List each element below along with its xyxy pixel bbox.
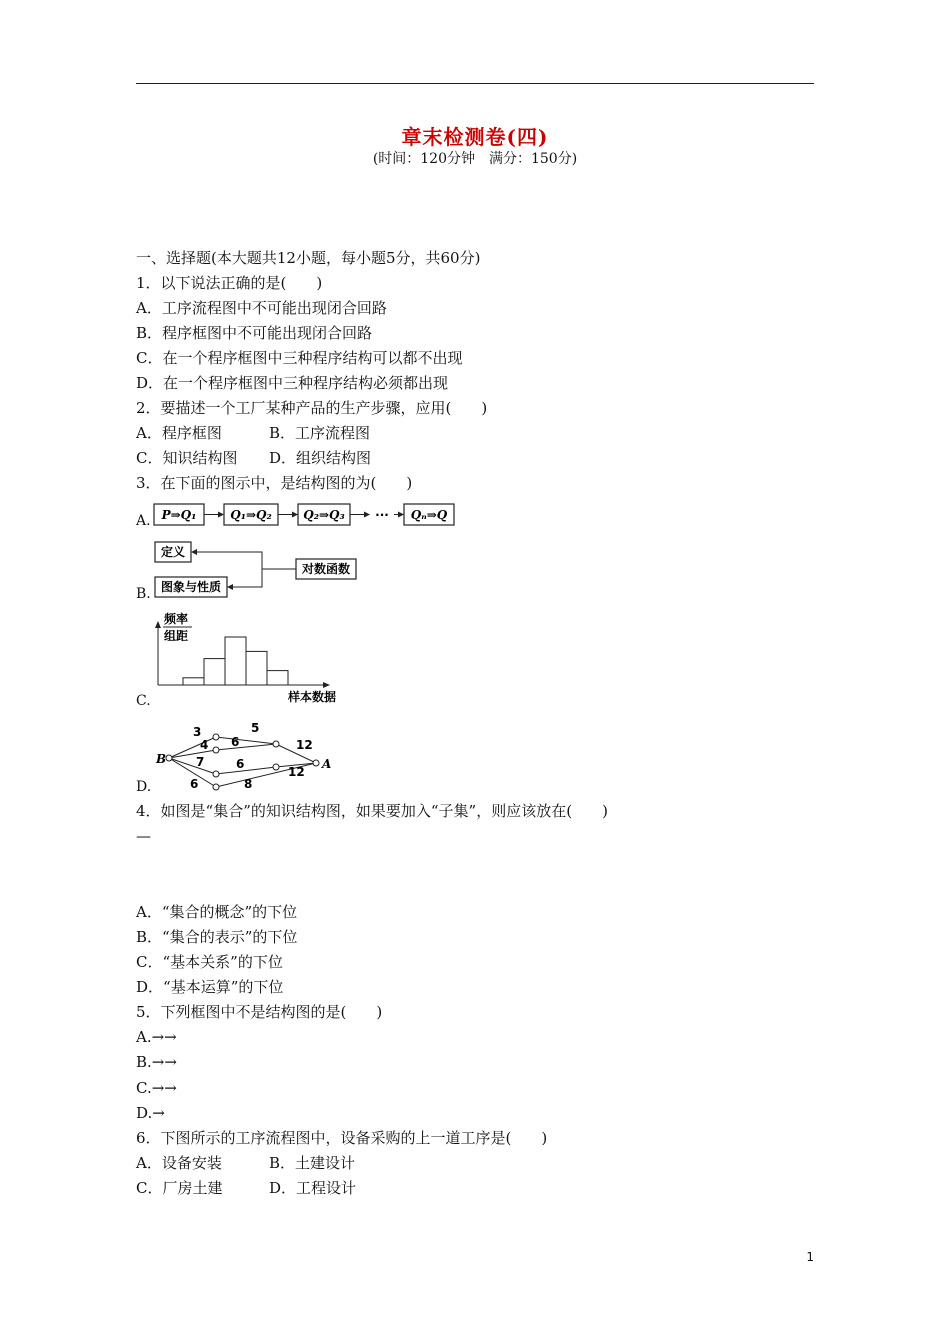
q6-row2 xyxy=(136,1178,357,1198)
figd-node-6 xyxy=(273,764,279,770)
figd-weight-10: 8 xyxy=(244,777,253,791)
figd-weight-5: 12 xyxy=(296,738,313,752)
figd-weight-2: 5 xyxy=(251,721,260,735)
q5-option-d: D.→ xyxy=(136,1104,165,1122)
figc-bar-4 xyxy=(246,651,267,685)
figd-node-a xyxy=(313,760,319,766)
figc-ylabel-top: 频率 xyxy=(164,612,189,626)
figa-arrowhead-4 xyxy=(398,512,404,518)
figc-bars xyxy=(183,637,288,685)
header-rule xyxy=(136,83,814,84)
q6-option-d: D．工程设计 xyxy=(269,1179,357,1197)
q3-label-a: A. xyxy=(136,513,151,529)
q4-option-d: D．“基本运算”的下位 xyxy=(136,978,284,996)
section-heading: 一、选择题(本大题共12小题，每小题5分，共60分) xyxy=(136,249,481,267)
figb-connector-bottom xyxy=(231,569,262,587)
figc-bar-2 xyxy=(204,659,225,685)
q1-option-b: B．程序框图中不可能出现闭合回路 xyxy=(136,324,373,342)
q5-option-a: A.→→ xyxy=(136,1028,177,1046)
q3-stem: 3．在下面的图示中，是结构图的为( ) xyxy=(136,474,413,492)
figa-box-1-text: P⇒Q₁ xyxy=(161,508,197,522)
q6-option-c: C．厂房土建 xyxy=(136,1179,223,1197)
q6-option-b: B．土建设计 xyxy=(269,1154,356,1172)
q4-option-b: B．“集合的表示”的下位 xyxy=(136,928,298,946)
figa-box-3-text: Q₂⇒Q₃ xyxy=(303,508,345,522)
figb-connector-top xyxy=(195,552,296,569)
figc-bar-1 xyxy=(183,678,204,685)
figa-arrowhead-1 xyxy=(218,512,224,518)
page-title: 章末检测卷(四) xyxy=(401,125,549,149)
figd-node-b xyxy=(166,755,172,761)
q6-stem: 6．下图所示的工序流程图中，设备采购的上一道工序是( ) xyxy=(136,1129,548,1147)
q6-option-a: A．设备安装 xyxy=(136,1154,222,1172)
figd-node-2 xyxy=(213,747,219,753)
figa-ellipsis: ··· xyxy=(375,508,389,522)
q3-figure-a xyxy=(152,502,462,528)
figd-weight-4: 6 xyxy=(231,735,240,749)
figc-bar-5 xyxy=(267,671,288,685)
figd-weight-1: 3 xyxy=(193,725,202,739)
figd-weight-8: 12 xyxy=(288,765,305,779)
q4-dash: — xyxy=(136,827,151,845)
figb-arrowhead-top xyxy=(191,549,197,555)
q1-option-d: D．在一个程序框图中三种程序结构必须都出现 xyxy=(136,374,449,392)
figd-edge-n1-n5 xyxy=(216,737,276,744)
q3-label-b: B. xyxy=(136,586,151,602)
figd-node-3 xyxy=(213,771,219,777)
q1-stem: 1．以下说法正确的是( ) xyxy=(136,274,323,292)
q3-label-c: C. xyxy=(136,693,151,709)
figd-label-a: A xyxy=(322,757,332,771)
q2-option-c: C．知识结构图 xyxy=(136,449,238,467)
figd-weight-6: 7 xyxy=(196,755,205,769)
q3-label-d: D. xyxy=(136,779,152,795)
figd-edge-n3-n6 xyxy=(216,767,276,774)
figa-box-4-text: Qₙ⇒Q xyxy=(410,508,448,522)
figb-text-def: 定义 xyxy=(160,545,186,559)
q2-option-a: A．程序框图 xyxy=(136,424,222,442)
figd-node-4 xyxy=(213,784,219,790)
figc-y-arrowhead xyxy=(155,621,161,628)
q3-figure-d xyxy=(152,716,342,792)
figd-edge-b-n3 xyxy=(169,758,216,774)
q5-option-b: B.→→ xyxy=(136,1053,177,1071)
q4-option-a: A．“集合的概念”的下位 xyxy=(136,903,298,921)
figb-text-graph: 图象与性质 xyxy=(160,580,222,594)
figb-text-func: 对数函数 xyxy=(301,562,351,576)
figb-arrowhead-bottom xyxy=(227,584,233,590)
figa-arrowhead-3 xyxy=(364,512,370,518)
q2-stem: 2．要描述一个工厂某种产品的生产步骤，应用( ) xyxy=(136,399,488,417)
figd-weight-3: 4 xyxy=(200,738,209,752)
page-subtitle: (时间：120分钟 满分：150分) xyxy=(372,151,578,167)
figa-box-2-text: Q₁⇒Q₂ xyxy=(230,508,272,522)
q4-option-c: C．“基本关系”的下位 xyxy=(136,953,283,971)
figd-edge-b-n2 xyxy=(169,750,216,758)
q6-row1 xyxy=(136,1153,356,1173)
figc-x-arrowhead xyxy=(323,682,330,688)
q1-option-a: A．工序流程图中不可能出现闭合回路 xyxy=(136,299,387,317)
q5-stem: 5．下列框图中不是结构图的是( ) xyxy=(136,1003,383,1021)
q3-figure-c xyxy=(150,609,350,707)
q2-row2 xyxy=(136,448,372,468)
figd-node-5 xyxy=(273,741,279,747)
figc-bar-3 xyxy=(225,637,246,685)
q3-figure-b xyxy=(152,539,364,601)
figa-arrowhead-2 xyxy=(292,512,298,518)
q4-stem: 4．如图是“集合”的知识结构图，如果要加入“子集”，则应该放在( ) xyxy=(136,802,608,820)
figd-edge-b-n1 xyxy=(169,737,216,758)
figd-label-b: B xyxy=(156,752,167,766)
figd-weight-9: 6 xyxy=(190,777,199,791)
figd-node-1 xyxy=(213,734,219,740)
q2-option-b: B．工序流程图 xyxy=(269,424,371,442)
q1-option-c: C．在一个程序框图中三种程序结构可以都不出现 xyxy=(136,349,463,367)
q2-row1 xyxy=(136,423,371,443)
figd-edge-n2-n5 xyxy=(216,744,276,750)
page-number: 1 xyxy=(806,1250,814,1264)
q2-option-d: D．组织结构图 xyxy=(269,449,372,467)
q5-option-c: C.→→ xyxy=(136,1079,177,1097)
figc-ylabel-bottom: 组距 xyxy=(164,629,189,643)
figd-weight-7: 6 xyxy=(236,757,245,771)
figc-xlabel: 样本数据 xyxy=(288,690,337,704)
